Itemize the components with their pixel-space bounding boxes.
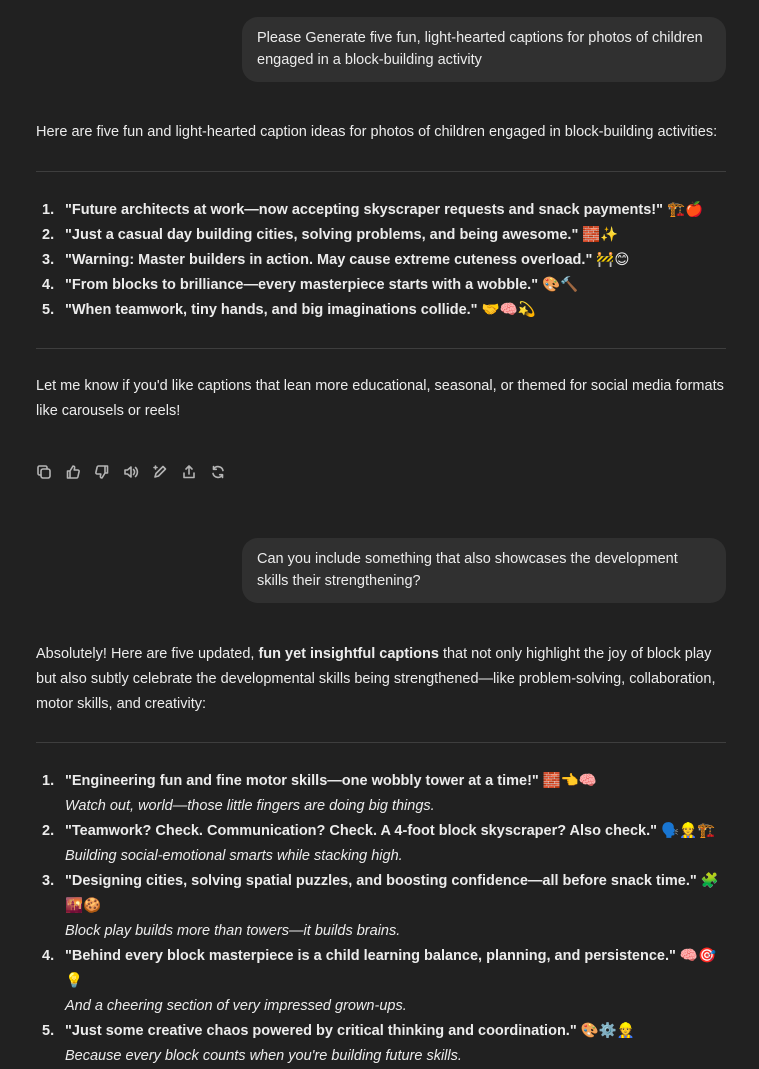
list-item bbox=[36, 273, 726, 298]
caption-subtext: Watch out, world—those little fingers are doing big things. bbox=[65, 798, 435, 814]
caption-emoji: 🏗️🍎 bbox=[662, 202, 704, 218]
caption-subtext: Because every block counts when you're building future skills. bbox=[65, 1048, 462, 1064]
caption-text: "Teamwork? Check. Communication? Check. A 4-foot block skyscraper? Also check." bbox=[65, 823, 658, 839]
thumbs-down-icon[interactable] bbox=[94, 464, 110, 480]
user-message-1 bbox=[242, 17, 726, 82]
list-number: 4. bbox=[42, 277, 55, 293]
caption-list-2 bbox=[36, 769, 726, 1069]
response-1-intro: Here are five fun and light-hearted caption ideas for photos of children engaged in block-building activities: bbox=[36, 124, 718, 140]
caption-text: "Engineering fun and fine motor skills—one wobbly tower at a time!" bbox=[65, 773, 539, 789]
list-item bbox=[36, 944, 726, 1019]
read-aloud-icon[interactable] bbox=[123, 464, 139, 480]
list-number: 4. bbox=[42, 948, 55, 964]
list-number: 5. bbox=[42, 1023, 55, 1039]
share-icon[interactable] bbox=[181, 464, 197, 480]
caption-text: "Behind every block masterpiece is a child learning balance, planning, and persistence." bbox=[65, 948, 676, 964]
divider bbox=[36, 742, 726, 743]
caption-subtext: Block play builds more than towers—it builds brains. bbox=[65, 923, 401, 939]
list-item bbox=[36, 769, 726, 819]
user-message-2 bbox=[242, 538, 726, 603]
thumbs-up-icon[interactable] bbox=[65, 464, 81, 480]
caption-emoji: 🎨⚙️👷 bbox=[576, 1023, 635, 1039]
list-number: 2. bbox=[42, 227, 55, 243]
list-number: 3. bbox=[42, 252, 55, 268]
intro-text: Absolutely! Here are five updated, bbox=[36, 646, 259, 662]
list-item bbox=[36, 248, 726, 273]
list-item bbox=[36, 198, 726, 223]
caption-emoji: 🧱✨ bbox=[578, 227, 619, 243]
edit-icon[interactable] bbox=[152, 464, 168, 480]
caption-emoji: 🧠🎯💡 bbox=[65, 948, 717, 989]
caption-subtext: Building social-emotional smarts while stacking high. bbox=[65, 848, 403, 864]
caption-emoji: 🤝🧠💫 bbox=[477, 302, 536, 318]
list-number: 2. bbox=[42, 823, 55, 839]
caption-subtext: And a cheering section of very impressed grown-ups. bbox=[65, 998, 407, 1014]
list-item bbox=[36, 298, 726, 323]
caption-text: "When teamwork, tiny hands, and big imaginations collide." bbox=[65, 302, 478, 318]
caption-text: "Warning: Master builders in action. May cause extreme cuteness overload." bbox=[65, 252, 593, 268]
caption-text: "Designing cities, solving spatial puzzles, and boosting confidence—all before snack time." bbox=[65, 873, 697, 889]
list-item bbox=[36, 223, 726, 248]
response-1-closing: Let me know if you'd like captions that lean more educational, seasonal, or themed for social media formats like carousels or reels! bbox=[36, 378, 724, 419]
caption-text: "Just a casual day building cities, solving problems, and being awesome." bbox=[65, 227, 579, 243]
list-item bbox=[36, 869, 726, 944]
caption-emoji: 🚧😊 bbox=[592, 252, 630, 268]
list-item bbox=[36, 819, 726, 869]
list-number: 3. bbox=[42, 873, 55, 889]
assistant-response-1 bbox=[36, 120, 726, 424]
caption-text: "Just some creative chaos powered by critical thinking and coordination." bbox=[65, 1023, 577, 1039]
message-action-bar bbox=[36, 464, 226, 480]
list-number: 5. bbox=[42, 302, 55, 318]
caption-text: "From blocks to brilliance—every masterpiece starts with a wobble." bbox=[65, 277, 539, 293]
divider bbox=[36, 348, 726, 349]
copy-icon[interactable] bbox=[36, 464, 52, 480]
caption-emoji: 🗣️👷🏗️ bbox=[657, 823, 716, 839]
list-item bbox=[36, 1019, 726, 1069]
assistant-response-2 bbox=[36, 642, 726, 1069]
response-2-intro bbox=[36, 642, 726, 717]
intro-text: that not only highlight the joy of block play but also subtly celebrate the developmental skills being strengthened—like problem-solving, collaboration, motor skills, and creativity: bbox=[36, 646, 716, 712]
regenerate-icon[interactable] bbox=[210, 464, 226, 480]
caption-emoji: 🧱👈🧠 bbox=[538, 773, 597, 789]
caption-emoji: 🎨🔨 bbox=[538, 277, 579, 293]
user-message-1-text: Please Generate five fun, light-hearted captions for photos of children engaged in a block-building activity bbox=[257, 30, 703, 68]
user-message-2-text: Can you include something that also showcases the development skills their strengthening? bbox=[257, 551, 678, 589]
divider bbox=[36, 171, 726, 172]
list-number: 1. bbox=[42, 773, 55, 789]
caption-emoji: 🧩🌇🍪 bbox=[65, 873, 719, 914]
caption-list-1 bbox=[36, 198, 726, 323]
caption-text: "Future architects at work—now accepting skyscraper requests and snack payments!" bbox=[65, 202, 663, 218]
list-number: 1. bbox=[42, 202, 55, 218]
intro-bold-text: fun yet insightful captions bbox=[258, 646, 439, 662]
